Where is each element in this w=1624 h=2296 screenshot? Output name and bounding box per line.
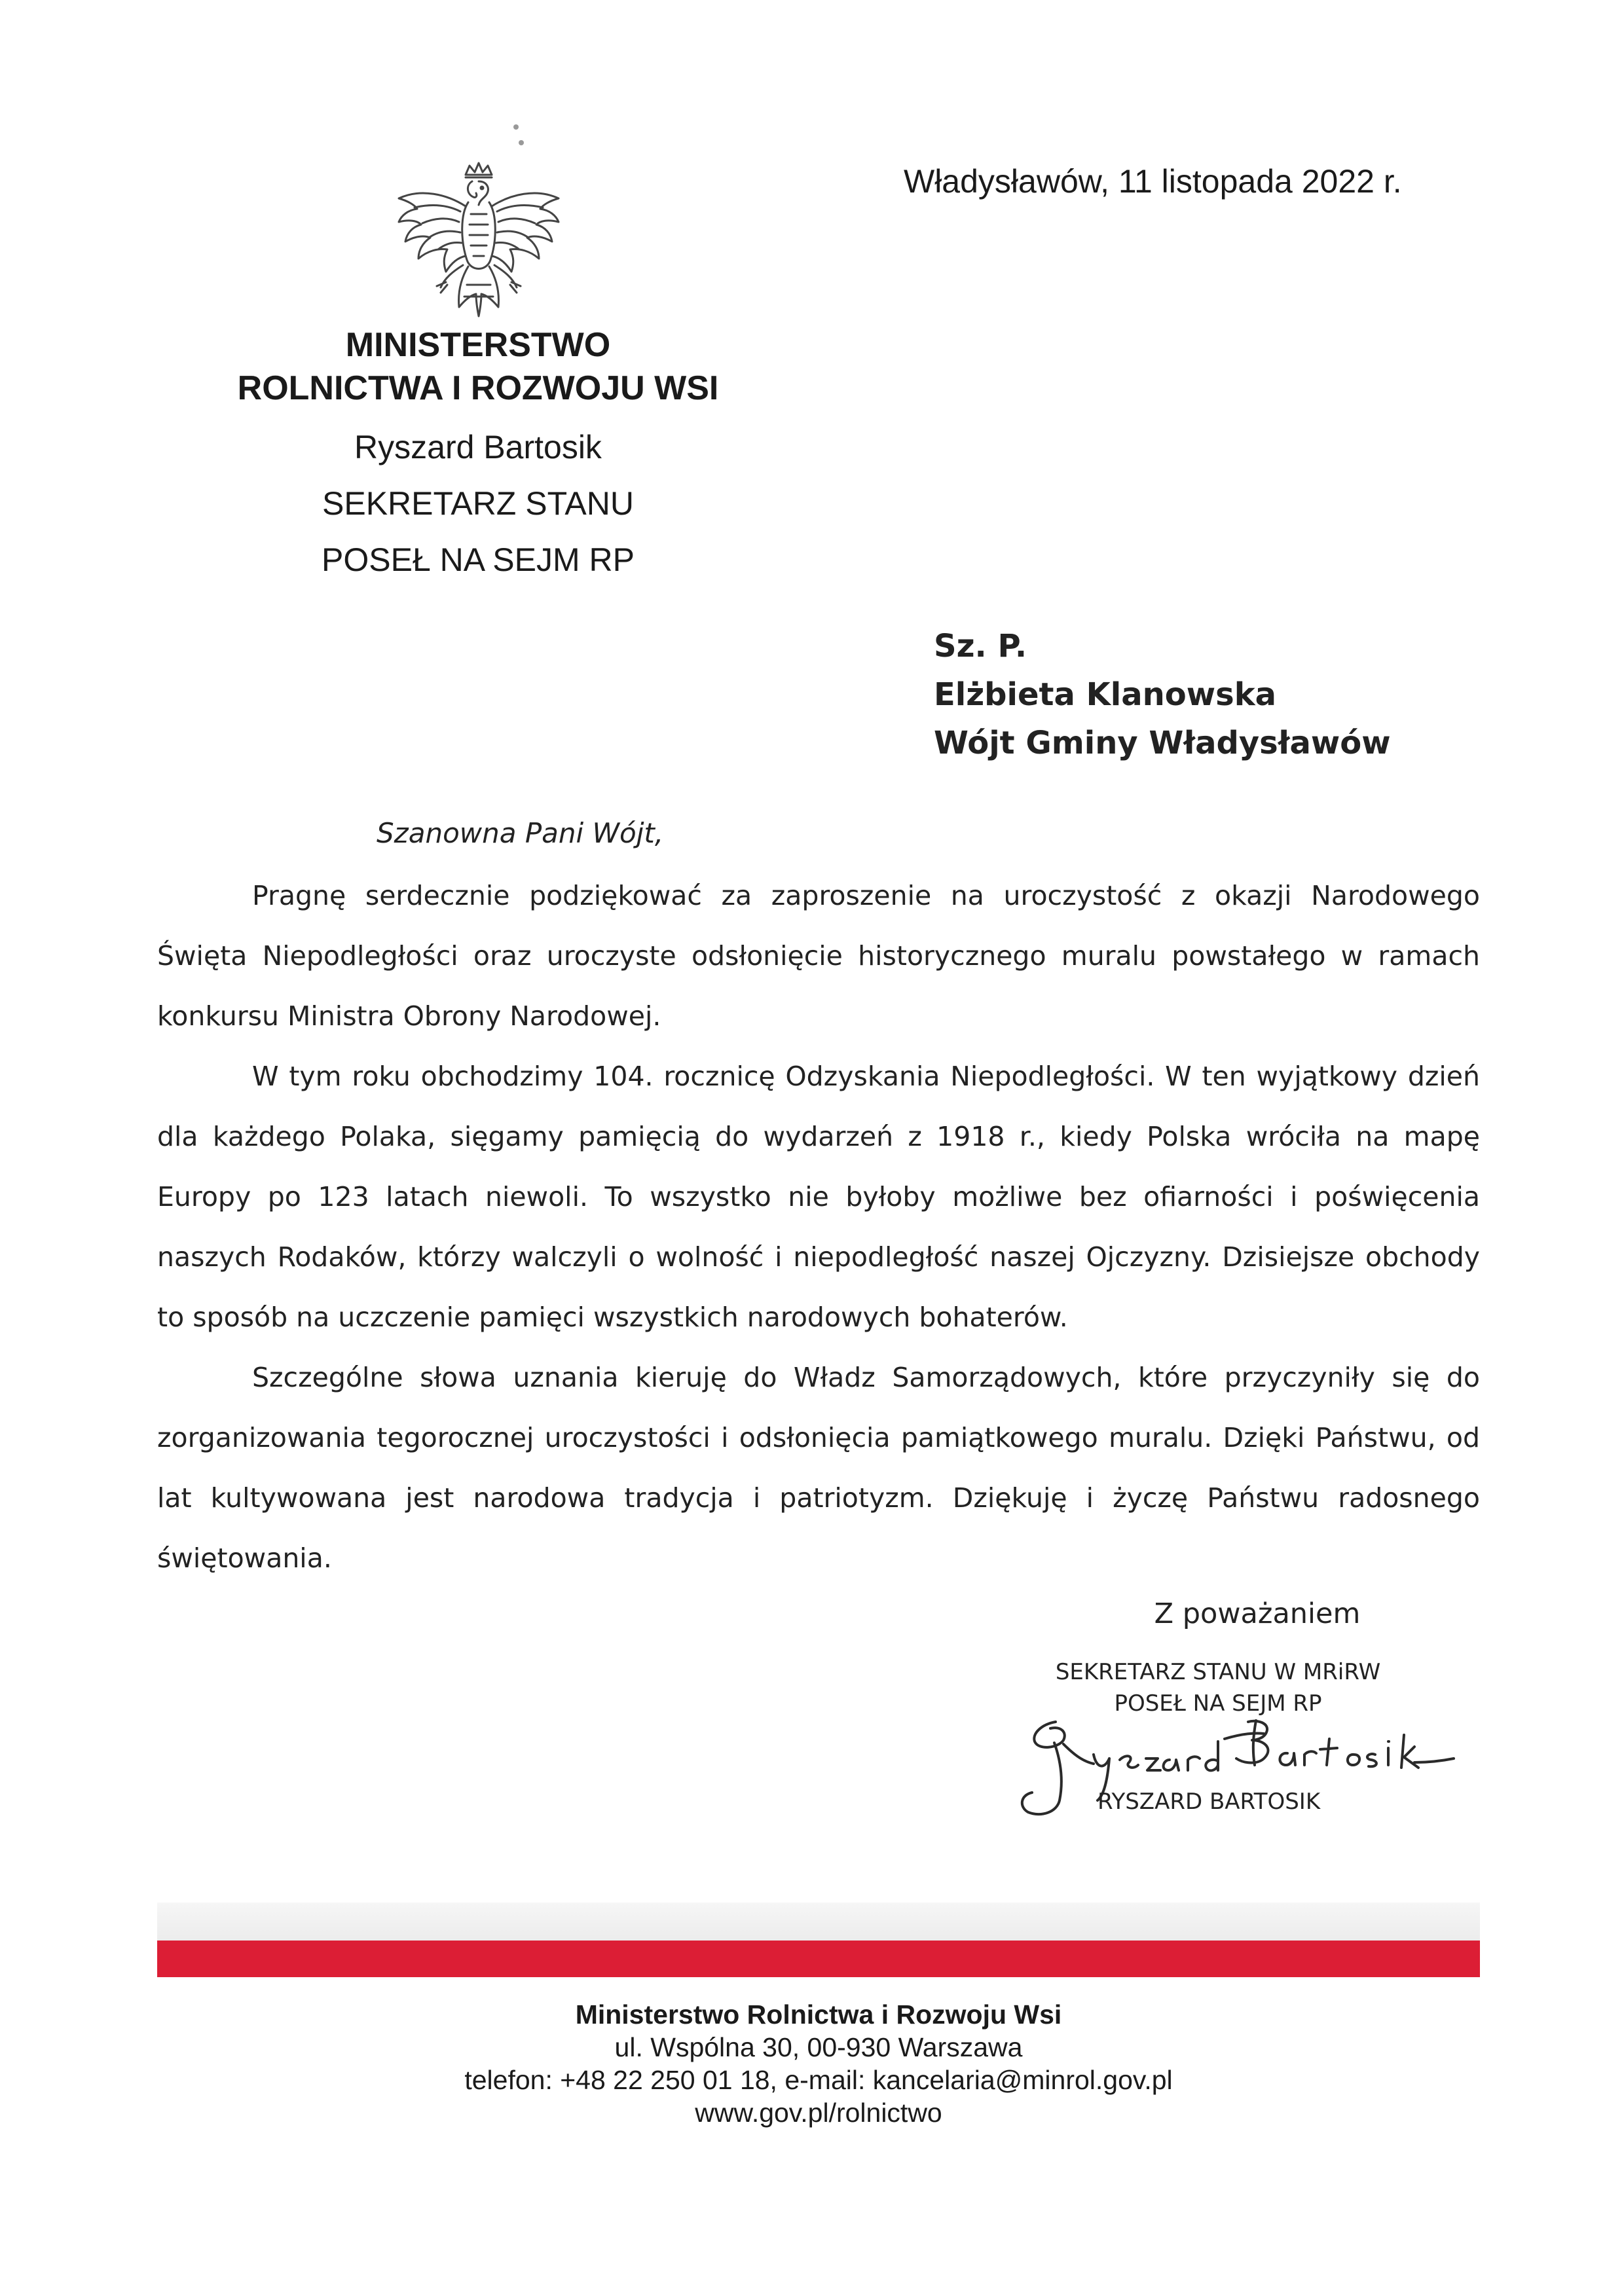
recipient-role: Wójt Gminy Władysławów	[934, 725, 1391, 761]
paragraph: Pragnę serdecznie podziękować za zaproszenie na uroczystość z okazji Narodowego Święta Niepodległości oraz uroczyste odsłonięcie historycznego muralu powstałego w ramach konkursu Ministra Obrony Narodowej.	[157, 880, 1480, 1032]
letter-body	[157, 866, 1480, 1588]
paragraph: Szczególne słowa uznania kieruję do Władz Samorządowych, które przyczyniły się do zorganizowania tegorocznej uroczystości i odsłonięcia pamiątkowego muralu. Dzięki Państwu, od lat kultywowana jest narodowa tradycja i patriotyzm. Dziękuję i życzę Państwu radosnego świętowania.	[157, 1362, 1480, 1574]
salutation: Szanowna Pani Wójt,	[377, 817, 664, 849]
issuer-position: POSEŁ NA SEJM RP	[322, 541, 635, 578]
signature-title-line2: POSEŁ NA SEJM RP	[1114, 1690, 1322, 1717]
footer	[157, 1998, 1480, 2129]
signature-title-line1: SEKRETARZ STANU W MRiRW	[1055, 1659, 1381, 1685]
footer-website: www.gov.pl/rolnictwo	[695, 2098, 942, 2128]
footer-address: ul. Wspólna 30, 00-930 Warszawa	[614, 2032, 1023, 2062]
issuer-role: SEKRETARZ STANU	[322, 485, 634, 522]
scan-dot	[519, 140, 524, 145]
paragraph: W tym roku obchodzimy 104. rocznicę Odzyskania Niepodległości. W ten wyjątkowy dzień dla każdego Polaka, sięgamy pamięcią do wydarzeń z 1918 r., kiedy Polska wróciła na mapę Europy po 123 latach niewoli. To wszystko nie byłoby możliwe bez ofiarności i poświęcenia naszych Rodaków, którzy walczyli o wolność i niepodległość naszej Ojczyzny. Dzisiejsze obchody to sposób na uczczenie pamięci wszystkich narodowych bohaterów.	[157, 1061, 1480, 1333]
footer-contact: telefon: +48 22 250 01 18, e-mail: kancelaria@minrol.gov.pl	[464, 2065, 1173, 2095]
flag-stripe-red	[157, 1941, 1480, 1977]
letter-date: Władysławów, 11 listopada 2022 r.	[904, 163, 1402, 200]
signature-printed-name: RYSZARD BARTOSIK	[1098, 1789, 1321, 1815]
closing: Z poważaniem	[1154, 1597, 1361, 1630]
recipient-prefix: Sz. P.	[934, 628, 1027, 665]
issuer-name: Ryszard Bartosik	[354, 429, 602, 465]
flag-stripe-white	[157, 1903, 1480, 1941]
ministry-name-line1: MINISTERSTWO	[345, 326, 611, 364]
eagle-emblem-icon	[395, 162, 563, 319]
issuer-block	[216, 323, 740, 579]
scan-dot	[513, 124, 519, 130]
recipient-name: Elżbieta Klanowska	[934, 676, 1277, 713]
footer-ministry-name: Ministerstwo Rolnictwa i Rozwoju Wsi	[575, 1999, 1062, 2030]
ministry-name-line2: ROLNICTWA I ROZWOJU WSI	[237, 369, 719, 407]
recipient-block	[934, 622, 1589, 767]
